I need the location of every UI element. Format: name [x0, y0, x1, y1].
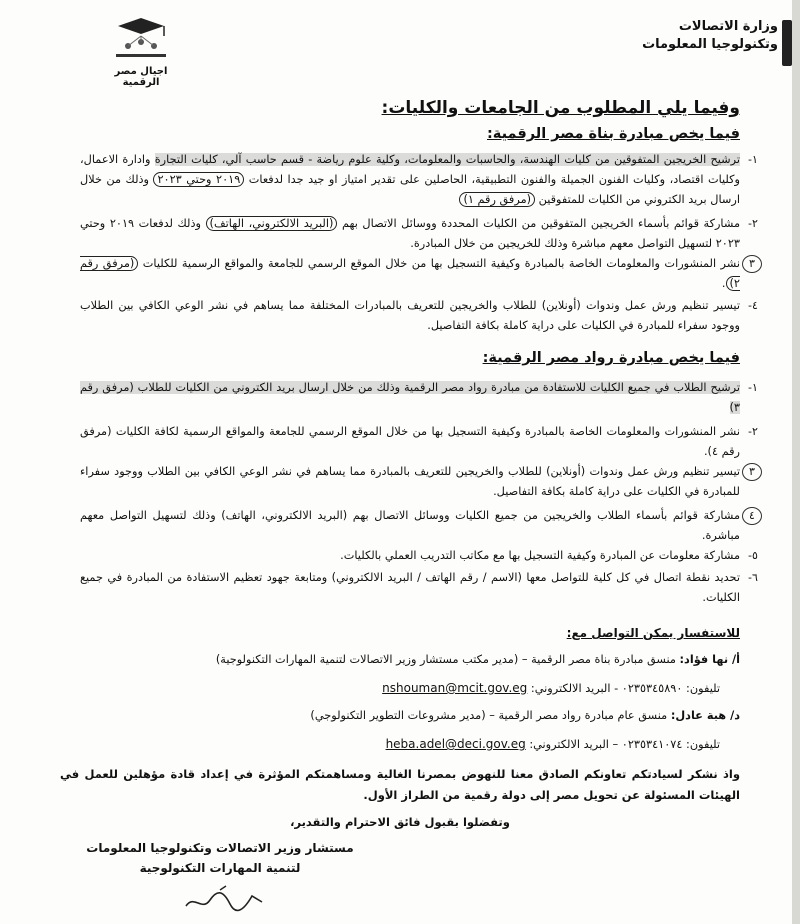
item-number: ٢-	[748, 217, 758, 230]
item-number: ٤	[742, 507, 762, 525]
item-text: وادارة الاعمال، وكليات اقتصاد، وكليات الفنون الجميلة والفنون التطبيقية، الحاصلين على تقدير امتياز او جيد جدا لدفعات	[80, 153, 741, 186]
section1-item-1	[80, 150, 758, 210]
item-number: ٢-	[748, 425, 758, 438]
ministry-logo-mark	[782, 20, 792, 66]
circled-attachment: (مرفق رقم ١)	[459, 192, 535, 207]
item-number: ١-	[748, 153, 758, 166]
item-number: ٤-	[748, 299, 758, 312]
item-number: ٥-	[748, 549, 758, 562]
item-text-2: وذلك من خلال ارسال بريد الكتروني من الكليات للمتفوقين	[80, 173, 740, 206]
contact-1-details	[40, 678, 720, 699]
contacts-heading: للاستفسار يمكن التواصل مع:	[566, 626, 740, 640]
item-text: ترشيح الطلاب في جميع الكليات للاستفادة من مبادرة رواد مصر الرقمية وذلك من خلال ارسال بريد الكتروني من الكليات للطلاب (مرفق رقم ٣)	[80, 381, 740, 414]
section2-item-1	[80, 378, 758, 418]
contact-2-details	[40, 734, 720, 755]
signer-line-1: مستشار وزير الاتصالات وتكنولوجيا المعلومات	[86, 841, 354, 855]
section2-item-5	[80, 546, 758, 566]
circled-years: ٢٠١٩ وحتي ٢٠٢٣	[153, 172, 244, 187]
contact-1-role-text: منسق مبادرة بناة مصر الرقمية – (مدير مكتب مستشار وزير الاتصالات لتنمية المهارات التكنولوجية)	[215, 653, 680, 666]
item-text: تحديد نقطة اتصال في كل كلية للتواصل معها (الاسم / رقم الهاتف / البريد الالكتروني) ومتابعة جهود تعظيم الاستفادة من المبادرة في جميع الكليات.	[80, 571, 740, 604]
item-text: مشاركة قوائم بأسماء الطلاب والخريجين من جميع الكليات ووسائل الاتصال بهم (البريد الالكتروني، الهاتف) وذلك لتسهيل التواصل معهم مباشرة.	[80, 509, 740, 542]
section2-item-2	[80, 422, 758, 462]
circled-contact-means: (البريد الالكتروني، الهاتف)	[206, 216, 338, 231]
item-text: نشر المنشورات والمعلومات الخاصة بالمبادرة وكيفية التسجيل بها من خلال الموقع الرسمي للجامعة والمواقع الرسمية للكليات	[138, 257, 740, 270]
page-heading: وفيما يلي المطلوب من الجامعات والكليات:	[381, 98, 740, 118]
item-number: ٦-	[748, 571, 758, 584]
contact-2-email-link[interactable]: heba.adel@deci.gov.eg	[385, 737, 526, 751]
closing-regards: وتفضلوا بقبول فائق الاحترام والتقدير،	[290, 815, 510, 829]
contact-1-email-link[interactable]: nshouman@mcit.gov.eg	[382, 681, 528, 695]
logo-caption: اجيال مصر الرقمية	[114, 66, 168, 88]
item-text: مشاركة معلومات عن المبادرة وكيفية التسجيل بها مع مكاتب التدريب العملي بالكليات.	[340, 549, 740, 562]
initiative-logo	[96, 14, 186, 88]
item-text: مشاركة قوائم بأسماء الخريجين المتفوقين من الكليات المحددة ووسائل الاتصال بهم	[337, 217, 740, 230]
contact-1-name: أ/ نها فؤاد:	[679, 653, 740, 666]
section1-item-4	[80, 296, 758, 336]
circled-attachment: (مرفق رقم ٢)	[80, 257, 740, 290]
handwritten-signature	[180, 884, 270, 918]
contact-2-name: د/ هبة عادل:	[670, 709, 740, 722]
item-text: نشر المنشورات والمعلومات الخاصة بالمبادرة وكيفية التسجيل بها من خلال الموقع الرسمي للجامعة والمواقع الرسمية لكافة الكليات (مرفق رقم ٤).	[80, 425, 740, 458]
item-number: ٣	[742, 255, 762, 273]
item-text-2: وذلك لدفعات ٢٠١٩ وحتي ٢٠٢٣ لتسهيل التواصل معهم مباشرة وذلك للخريجين من خلال المبادرة.	[80, 217, 740, 250]
item-text-2: .	[721, 277, 726, 290]
ministry-header	[578, 18, 778, 54]
section1-title: فيما يخص مبادرة بناة مصر الرقمية:	[487, 126, 740, 142]
section2-item-4	[80, 506, 755, 546]
ministry-line-2: وتكنولوجيا المعلومات	[642, 37, 778, 52]
section1-item-2	[80, 214, 758, 254]
ministry-line-1: وزارة الاتصالات	[678, 19, 778, 34]
contact-2-role	[60, 706, 740, 726]
section1-item-3	[80, 254, 755, 294]
highlighted-text: ترشيح الخريجين المتفوقين من كليات الهندسة، والحاسبات والمعلومات، وكلية علوم رياضة - قسم حاسب آلي، كليات التجارة	[154, 153, 740, 166]
item-text: تيسير تنظيم ورش عمل وندوات (أونلاين) للطلاب والخريجين للتعريف بالمبادرات المختلفة مما يساهم في نشر الوعي الكافي بين الطلاب ووجود سفراء للمبادرة في الكليات على دراية كاملة بكافة التفاصيل.	[80, 299, 740, 332]
item-number: ١-	[748, 381, 758, 394]
section2-item-6	[80, 568, 758, 608]
signer-title	[70, 838, 370, 878]
item-number: ٣	[742, 463, 762, 481]
contact-2-phone: تليفون: ٠٢٣٥٣٤١٠٧٤ – البريد الالكتروني:	[529, 738, 720, 751]
contact-1-phone: تليفون: ٠٢٣٥٣٤٥٨٩٠ - البريد الالكتروني:	[530, 682, 720, 695]
scan-edge	[792, 0, 800, 924]
signer-line-2: لتنمية المهارات التكنولوجية	[139, 861, 301, 875]
contact-2-role-text: منسق عام مبادرة رواد مصر الرقمية – (مدير مشروعات التطوير التكنولوجي)	[310, 709, 671, 722]
graduation-cap-icon	[106, 14, 176, 64]
section2-title: فيما يخص مبادرة رواد مصر الرقمية:	[482, 350, 740, 366]
item-text: تيسير تنظيم ورش عمل وندوات (أونلاين) للطلاب والخريجين للتعريف بالمبادرة مما يساهم في نشر الوعي الكافي بين الطلاب ووجود سفراء للمبادرة في الكليات على دراية كاملة بكافة التفاصيل.	[80, 465, 740, 498]
section2-item-3	[80, 462, 755, 502]
closing-thanks: واذ نشكر لسيادتكم تعاونكم الصادق معنا للنهوض بمصرنا الغالية ومساهمتكم المؤثرة في إعداد قادة مؤهلين للعمل في الهيئات المسئولة عن تحويل مصر إلى دولة رقمية من الطراز الأول.	[60, 767, 740, 802]
contact-1-role	[60, 650, 740, 670]
